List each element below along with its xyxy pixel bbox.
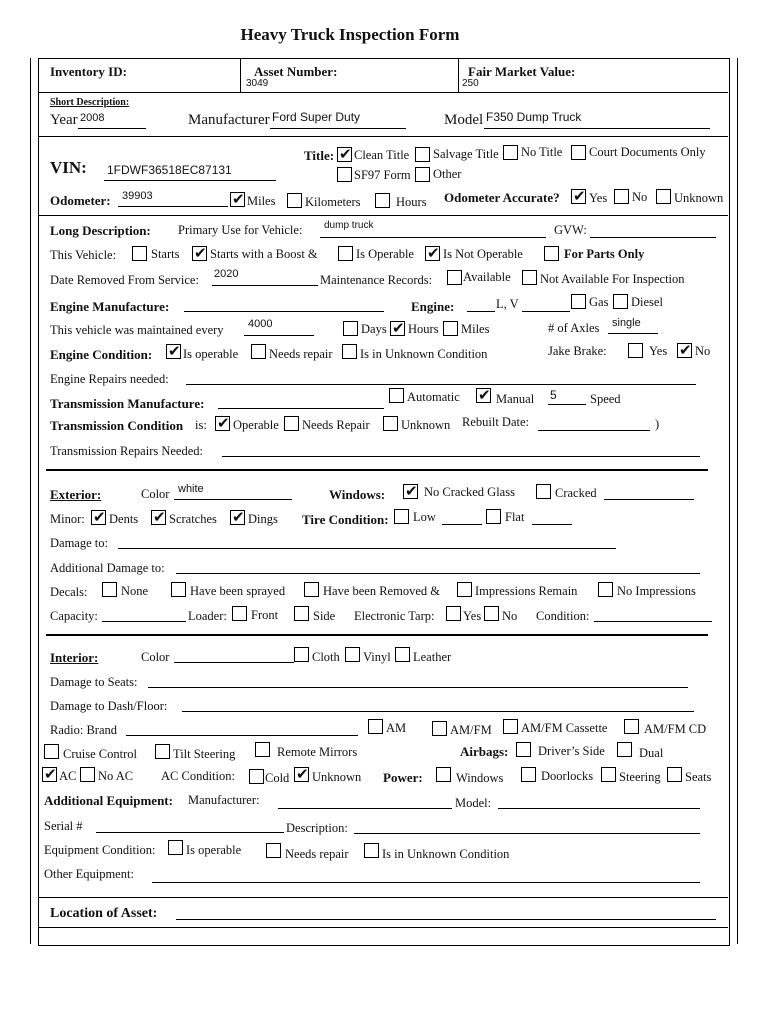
power-doorlocks-checkbox[interactable]: [521, 767, 536, 782]
dings-checkbox[interactable]: [230, 510, 245, 525]
year-value[interactable]: 2008: [80, 112, 105, 124]
airbags-label: Airbags:: [460, 744, 509, 759]
other-title-checkbox[interactable]: [415, 167, 430, 182]
vin-label: VIN:: [50, 158, 87, 177]
radio-cd-label: AM/FM CD: [644, 722, 707, 736]
starts-boost-checkbox[interactable]: [192, 246, 207, 261]
axles-label: # of Axles: [548, 321, 600, 335]
miles-interval-label: Miles: [461, 322, 490, 336]
equipment-unknown-checkbox[interactable]: [364, 843, 379, 858]
kilometers-label: Kilometers: [305, 195, 361, 209]
transmission-repairs-label: Transmission Repairs Needed:: [50, 444, 203, 458]
automatic-checkbox[interactable]: [389, 388, 404, 403]
power-seats-label: Seats: [685, 770, 712, 784]
other-title-label: Other: [433, 167, 462, 181]
leather-checkbox[interactable]: [395, 647, 410, 662]
diesel-label: Diesel: [631, 295, 663, 309]
days-label: Days: [361, 322, 387, 336]
trans-needs-repair-label: Needs Repair: [302, 418, 370, 432]
divider: [38, 897, 728, 898]
divider: [240, 58, 241, 92]
power-seats-checkbox[interactable]: [667, 767, 682, 782]
tire-flat-checkbox[interactable]: [486, 509, 501, 524]
serial-label: Serial #: [44, 819, 83, 833]
vinyl-checkbox[interactable]: [345, 647, 360, 662]
radio-cassette-checkbox[interactable]: [503, 719, 518, 734]
interior-color-label: Color: [141, 650, 170, 664]
dents-label: Dents: [109, 512, 139, 526]
radio-brand-label: Radio: Brand: [50, 723, 118, 737]
model-line: [484, 128, 710, 129]
damage-seats-label: Damage to Seats:: [50, 675, 138, 689]
trans-unknown-label: Unknown: [401, 418, 451, 432]
radio-am-label: AM: [386, 721, 407, 735]
equipment-operable-label: Is operable: [186, 843, 242, 857]
description-line: [354, 833, 700, 834]
not-operable-label: Is Not Operable: [443, 247, 523, 261]
tarp-yes-label: Yes: [463, 609, 482, 623]
power-steering-checkbox[interactable]: [601, 767, 616, 782]
dings-label: Dings: [248, 512, 278, 526]
tilt-steering-label: Tilt Steering: [173, 747, 236, 761]
primary-use-value[interactable]: dump truck: [324, 220, 374, 231]
engine-manufacture-label: Engine Manufacture:: [50, 299, 170, 314]
cracked-label: Cracked: [555, 486, 597, 500]
accurate-yes-checkbox[interactable]: [571, 189, 586, 204]
ac-unknown-checkbox[interactable]: [294, 767, 309, 782]
equipment-manufacturer-label: Manufacturer:: [188, 793, 260, 807]
impressions-remain-label: Impressions Remain: [475, 584, 578, 598]
power-doorlocks-label: Doorlocks: [541, 769, 594, 783]
radio-cd-checkbox[interactable]: [624, 719, 639, 734]
not-operable-checkbox[interactable]: [425, 246, 440, 261]
manufacturer-line: [270, 128, 406, 129]
damage-dash-line: [182, 711, 694, 712]
power-label: Power:: [383, 770, 423, 785]
manufacturer-value[interactable]: Ford Super Duty: [272, 110, 361, 124]
equipment-needs-repair-label: Needs repair: [285, 847, 349, 861]
accurate-unknown-checkbox[interactable]: [656, 189, 671, 204]
leather-label: Leather: [413, 650, 452, 664]
date-removed-line: [212, 285, 318, 286]
decals-removed-checkbox[interactable]: [304, 582, 319, 597]
exterior-color-value[interactable]: white: [178, 483, 204, 495]
no-impressions-checkbox[interactable]: [598, 582, 613, 597]
loader-front-label: Front: [251, 608, 279, 622]
starts-label: Starts: [151, 247, 180, 261]
gas-label: Gas: [589, 295, 609, 309]
fmv-label: Fair Market Value:: [468, 64, 576, 79]
model-label: Model: [444, 112, 484, 128]
equipment-manufacturer-line: [278, 808, 452, 809]
accurate-yes-label: Yes: [589, 191, 608, 205]
scratches-label: Scratches: [169, 512, 217, 526]
salvage-title-checkbox[interactable]: [415, 147, 430, 162]
ac-checkbox[interactable]: [42, 767, 57, 782]
date-removed-label: Date Removed From Service:: [50, 273, 199, 287]
loader-front-checkbox[interactable]: [232, 606, 247, 621]
maintenance-label: Maintenance Records:: [320, 273, 433, 287]
loader-label: Loader:: [188, 609, 227, 623]
transmission-manufacture-line: [218, 408, 384, 409]
tire-low-label: Low: [413, 510, 436, 524]
no-title-checkbox[interactable]: [503, 145, 518, 160]
serial-line: [96, 832, 284, 833]
decals-label: Decals:: [50, 585, 88, 599]
primary-use-label: Primary Use for Vehicle:: [178, 223, 303, 237]
kilometers-checkbox[interactable]: [287, 193, 302, 208]
form-title: Heavy Truck Inspection Form: [240, 25, 460, 44]
rebuilt-date-line: [538, 430, 650, 431]
interior-color-line: [174, 662, 294, 663]
model-value[interactable]: F350 Dump Truck: [486, 110, 582, 124]
engine-v-line: [522, 311, 570, 312]
damage-to-label: Damage to:: [50, 536, 108, 550]
maintained-line: [244, 335, 314, 336]
scratches-checkbox[interactable]: [151, 510, 166, 525]
year-label: Year: [50, 112, 78, 128]
additional-damage-label: Additional Damage to:: [50, 561, 165, 575]
vinyl-label: Vinyl: [363, 650, 391, 664]
maintained-label: This vehicle was maintained every: [50, 323, 224, 337]
hours-checkbox[interactable]: [375, 193, 390, 208]
engine-operable-checkbox[interactable]: [166, 344, 181, 359]
manual-checkbox[interactable]: [476, 388, 491, 403]
diesel-checkbox[interactable]: [613, 294, 628, 309]
gas-checkbox[interactable]: [571, 294, 586, 309]
loader-side-label: Side: [313, 609, 336, 623]
equipment-model-label: Model:: [455, 796, 492, 810]
court-documents-label: Court Documents Only: [589, 145, 706, 159]
starts-boost-label: Starts with a Boost &: [210, 247, 318, 261]
manufacturer-label: Manufacturer: [188, 112, 270, 128]
damage-to-line: [118, 548, 616, 549]
tarp-yes-checkbox[interactable]: [446, 606, 461, 621]
hours-interval-label: Hours: [408, 322, 439, 336]
vin-value[interactable]: 1FDWF36518EC87131: [107, 163, 232, 177]
damage-dash-label: Damage to Dash/Floor:: [50, 699, 168, 713]
tarp-condition-label: Condition:: [536, 609, 590, 623]
transmission-manufacture-label: Transmission Manufacture:: [50, 396, 205, 411]
remote-mirrors-label: Remote Mirrors: [277, 745, 358, 759]
axles-line: [608, 333, 658, 334]
power-steering-label: Steering: [619, 770, 661, 784]
not-available-checkbox[interactable]: [522, 270, 537, 285]
tarp-condition-line: [594, 621, 712, 622]
dents-checkbox[interactable]: [91, 510, 106, 525]
hours-interval-checkbox[interactable]: [390, 321, 405, 336]
accurate-no-checkbox[interactable]: [614, 189, 629, 204]
exterior-color-label: Color: [141, 487, 170, 501]
ac-cold-label: Cold: [265, 771, 290, 785]
engine-l-line: [467, 311, 495, 312]
description-label: Description:: [286, 821, 348, 835]
additional-damage-line: [176, 573, 700, 574]
cruise-control-checkbox[interactable]: [44, 744, 59, 759]
transmission-condition-is: is:: [195, 418, 207, 432]
ac-cold-checkbox[interactable]: [249, 769, 264, 784]
impressions-remain-checkbox[interactable]: [457, 582, 472, 597]
gvw-label: GVW:: [554, 223, 587, 237]
tire-low-line: [442, 524, 482, 525]
asset-number-label: Asset Number:: [254, 64, 338, 79]
equipment-model-line: [498, 808, 700, 809]
jake-no-checkbox[interactable]: [677, 343, 692, 358]
engine-repairs-line: [186, 384, 696, 385]
tarp-no-checkbox[interactable]: [484, 606, 499, 621]
speed-line: [548, 404, 586, 405]
divider: [38, 136, 728, 137]
tire-flat-label: Flat: [505, 510, 525, 524]
no-cracked-glass-label: No Cracked Glass: [424, 485, 515, 499]
odometer-line: [118, 206, 228, 207]
tarp-no-label: No: [502, 609, 518, 623]
power-windows-label: Windows: [456, 771, 504, 785]
power-windows-checkbox[interactable]: [436, 767, 451, 782]
ac-label: AC: [59, 769, 77, 783]
capacity-label: Capacity:: [50, 609, 98, 623]
engine-repairs-label: Engine Repairs needed:: [50, 372, 169, 386]
is-operable-label: Is Operable: [356, 247, 414, 261]
vin-line: [104, 180, 276, 181]
outer-border-left: [30, 58, 31, 944]
engine-unknown-label: Is in Unknown Condition: [360, 347, 488, 361]
equipment-unknown-label: Is in Unknown Condition: [382, 847, 510, 861]
dual-label: Dual: [639, 746, 664, 760]
other-equipment-label: Other Equipment:: [44, 867, 134, 881]
parts-only-label: For Parts Only: [564, 247, 645, 261]
exterior-color-line: [174, 499, 292, 500]
electronic-tarp-label: Electronic Tarp:: [354, 609, 435, 623]
cloth-checkbox[interactable]: [294, 647, 309, 662]
engine-unknown-checkbox[interactable]: [342, 344, 357, 359]
decals-sprayed-checkbox[interactable]: [171, 582, 186, 597]
speed-value[interactable]: 5: [550, 388, 557, 402]
available-checkbox[interactable]: [447, 270, 462, 285]
trans-operable-label: Operable: [233, 418, 279, 432]
ac-unknown-label: Unknown: [312, 770, 362, 784]
tire-low-checkbox[interactable]: [394, 509, 409, 524]
sf97-form-label: SF97 Form: [354, 168, 411, 182]
section-divider: [46, 634, 708, 636]
jake-brake-label: Jake Brake:: [548, 344, 607, 358]
no-cracked-glass-checkbox[interactable]: [403, 484, 418, 499]
accurate-unknown-label: Unknown: [674, 191, 724, 205]
speed-label: Speed: [590, 392, 621, 406]
salvage-title-label: Salvage Title: [433, 147, 499, 161]
cruise-control-label: Cruise Control: [63, 747, 137, 761]
odometer-accurate-label: Odometer Accurate?: [444, 190, 560, 205]
accurate-no-label: No: [632, 190, 648, 204]
trans-unknown-checkbox[interactable]: [383, 416, 398, 431]
loader-side-checkbox[interactable]: [294, 606, 309, 621]
engine-condition-label: Engine Condition:: [50, 347, 153, 362]
radio-amfm-checkbox[interactable]: [432, 721, 447, 736]
miles-label: Miles: [247, 194, 276, 208]
tire-condition-label: Tire Condition:: [302, 512, 389, 527]
tire-flat-line: [532, 524, 572, 525]
decals-none-label: None: [121, 584, 149, 598]
date-removed-value[interactable]: 2020: [214, 268, 239, 280]
equipment-needs-repair-checkbox[interactable]: [266, 843, 281, 858]
location-line: [176, 919, 716, 920]
windows-label: Windows:: [329, 487, 386, 502]
location-label: Location of Asset:: [50, 906, 158, 921]
equipment-operable-checkbox[interactable]: [168, 840, 183, 855]
outer-border-right: [737, 58, 738, 944]
decals-removed-label: Have been Removed &: [323, 584, 440, 598]
other-equipment-line: [152, 882, 700, 883]
radio-cassette-label: AM/FM Cassette: [521, 721, 608, 735]
jake-yes-label: Yes: [649, 344, 668, 358]
section-divider: [46, 469, 708, 471]
lv-label: L, V: [496, 297, 519, 311]
asset-number-value[interactable]: 3049: [246, 78, 269, 89]
engine-needs-repair-checkbox[interactable]: [251, 344, 266, 359]
not-available-label: Not Available For Inspection: [540, 272, 685, 286]
radio-brand-line: [126, 735, 358, 736]
divider: [458, 58, 459, 92]
no-ac-checkbox[interactable]: [80, 767, 95, 782]
decals-none-checkbox[interactable]: [102, 582, 117, 597]
year-line: [78, 128, 146, 129]
days-checkbox[interactable]: [343, 321, 358, 336]
primary-use-line: [320, 237, 546, 238]
driver-side-checkbox[interactable]: [516, 742, 531, 757]
cracked-line: [604, 499, 694, 500]
available-label: Available: [463, 270, 511, 284]
automatic-label: Automatic: [407, 390, 460, 404]
is-operable-checkbox[interactable]: [338, 246, 353, 261]
odometer-label: Odometer:: [50, 193, 111, 208]
rebuilt-date-paren: ): [655, 417, 660, 431]
gvw-line: [590, 237, 716, 238]
starts-checkbox[interactable]: [132, 246, 147, 261]
divider: [38, 927, 728, 928]
no-impressions-label: No Impressions: [617, 584, 696, 598]
odometer-value[interactable]: 39903: [122, 190, 153, 202]
damage-seats-line: [148, 687, 688, 688]
divider: [38, 215, 728, 216]
sf97-form-checkbox[interactable]: [337, 167, 352, 182]
maintained-value[interactable]: 4000: [248, 318, 273, 330]
parts-only-checkbox[interactable]: [544, 246, 559, 261]
hours-label: Hours: [396, 195, 427, 209]
clean-title-checkbox[interactable]: [337, 147, 352, 162]
interior-label: Interior:: [50, 650, 99, 665]
additional-equipment-label: Additional Equipment:: [44, 793, 173, 808]
radio-am-checkbox[interactable]: [368, 719, 383, 734]
title-label: Title:: [304, 148, 335, 163]
axles-value[interactable]: single: [612, 317, 641, 329]
jake-yes-checkbox[interactable]: [628, 343, 643, 358]
rebuilt-date-label: Rebuilt Date:: [462, 415, 529, 429]
divider: [38, 92, 728, 93]
no-ac-label: No AC: [98, 769, 134, 783]
miles-checkbox[interactable]: [230, 192, 245, 207]
equipment-condition-label: Equipment Condition:: [44, 843, 156, 857]
engine-label: Engine:: [411, 299, 455, 314]
decals-sprayed-label: Have been sprayed: [190, 584, 286, 598]
radio-amfm-label: AM/FM: [450, 723, 492, 737]
no-title-label: No Title: [521, 145, 563, 159]
fmv-value[interactable]: 250: [462, 78, 479, 89]
capacity-line: [102, 621, 186, 622]
court-documents-checkbox[interactable]: [571, 145, 586, 160]
cloth-label: Cloth: [312, 650, 340, 664]
manual-label: Manual: [496, 392, 535, 406]
trans-operable-checkbox[interactable]: [215, 416, 230, 431]
transmission-repairs-line: [222, 456, 700, 457]
clean-title-label: Clean Title: [354, 148, 410, 162]
long-description-label: Long Description:: [50, 223, 151, 238]
cracked-checkbox[interactable]: [536, 484, 551, 499]
miles-interval-checkbox[interactable]: [443, 321, 458, 336]
this-vehicle-label: This Vehicle:: [50, 248, 117, 262]
exterior-label: Exterior:: [50, 487, 102, 502]
jake-no-label: No: [695, 344, 711, 358]
minor-label: Minor:: [50, 512, 85, 526]
transmission-condition-label: Transmission Condition: [50, 418, 184, 433]
dual-checkbox[interactable]: [617, 742, 632, 757]
short-description-label: Short Description:: [50, 97, 130, 108]
ac-condition-label: AC Condition:: [161, 769, 235, 783]
engine-needs-repair-label: Needs repair: [269, 347, 333, 361]
remote-mirrors-checkbox[interactable]: [255, 742, 270, 757]
engine-manufacture-line: [184, 311, 384, 312]
engine-operable-label: Is operable: [183, 347, 239, 361]
driver-side-label: Driver’s Side: [538, 744, 605, 758]
tilt-steering-checkbox[interactable]: [155, 744, 170, 759]
inventory-label: Inventory ID:: [50, 64, 127, 79]
trans-needs-repair-checkbox[interactable]: [284, 416, 299, 431]
